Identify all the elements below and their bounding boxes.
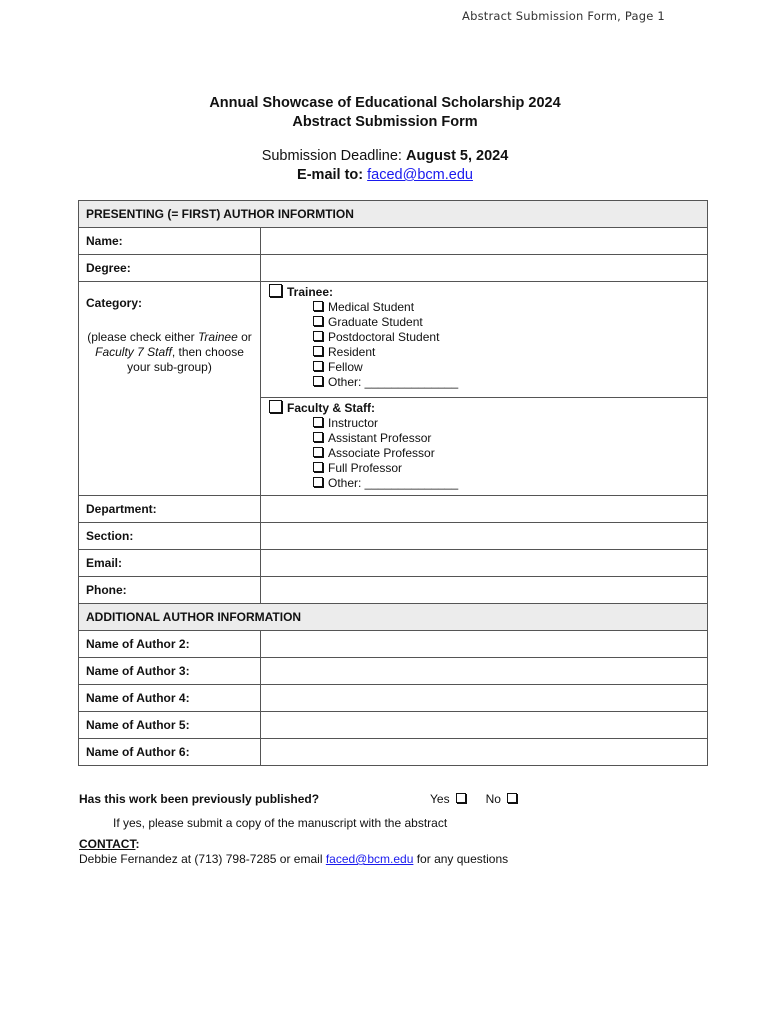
author-row [79, 712, 708, 739]
author-row [79, 685, 708, 712]
title-block [0, 94, 770, 132]
email-to [0, 166, 770, 185]
phone-label: Phone: [79, 577, 261, 604]
author-label: Name of Author 3: [79, 658, 261, 685]
name-field[interactable] [261, 228, 708, 255]
author-row [79, 739, 708, 766]
author-row [79, 658, 708, 685]
trainee-option[interactable]: Resident [269, 345, 699, 360]
yes-checkbox-icon[interactable] [456, 793, 466, 803]
deadline-date: August 5, 2024 [405, 148, 509, 164]
checkbox-icon[interactable] [313, 301, 323, 311]
checkbox-icon[interactable] [313, 376, 323, 386]
checkbox-icon[interactable] [313, 417, 323, 427]
faculty-option[interactable]: Full Professor [269, 461, 699, 476]
section-field[interactable] [261, 523, 708, 550]
category-label: Category: [86, 296, 143, 310]
event-title: Annual Showcase of Educational Scholarship 2024 [209, 95, 561, 111]
contact-heading: CONTACT: [79, 837, 140, 851]
checkbox-icon[interactable] [313, 462, 323, 472]
trainee-option[interactable]: Other: ______________ [269, 375, 699, 390]
faculty-option[interactable]: Instructor [269, 416, 699, 431]
page-header: Abstract Submission Form, Page 1 [462, 9, 665, 23]
trainee-option[interactable]: Graduate Student [269, 315, 699, 330]
author-name-field[interactable] [261, 685, 708, 712]
author-label: Name of Author 2: [79, 631, 261, 658]
degree-field[interactable] [261, 255, 708, 282]
trainee-checkbox[interactable]: Trainee: [269, 284, 699, 300]
faculty-option[interactable]: Assistant Professor [269, 431, 699, 446]
faculty-group [261, 398, 707, 495]
email-to-label: E-mail to: [297, 167, 364, 183]
department-field[interactable] [261, 496, 708, 523]
published-question: Has this work been previously published? [79, 792, 320, 806]
checkbox-icon[interactable] [313, 477, 323, 487]
faculty-checkbox[interactable]: Faculty & Staff: [269, 400, 699, 416]
author-info-table [78, 200, 708, 766]
name-label: Name: [79, 228, 261, 255]
author-name-field[interactable] [261, 739, 708, 766]
presenting-author-header: PRESENTING (= FIRST) AUTHOR INFORMTION [79, 201, 708, 228]
checkbox-icon[interactable] [313, 447, 323, 457]
checkbox-icon[interactable] [269, 284, 282, 297]
deadline-label: Submission Deadline: [261, 148, 402, 164]
author-label: Name of Author 5: [79, 712, 261, 739]
trainee-option[interactable]: Postdoctoral Student [269, 330, 699, 345]
section-label: Section: [79, 523, 261, 550]
department-label: Department: [79, 496, 261, 523]
author-name-field[interactable] [261, 658, 708, 685]
checkbox-icon[interactable] [313, 316, 323, 326]
no-checkbox-icon[interactable] [507, 793, 517, 803]
checkbox-icon[interactable] [313, 346, 323, 356]
no-option[interactable]: No [486, 792, 517, 806]
checkbox-icon[interactable] [313, 432, 323, 442]
trainee-group [261, 282, 707, 394]
published-question-row [79, 792, 719, 806]
email-field[interactable] [261, 550, 708, 577]
author-label: Name of Author 6: [79, 739, 261, 766]
checkbox-icon[interactable] [269, 400, 282, 413]
email-to-link[interactable]: faced@bcm.edu [367, 167, 473, 183]
submission-deadline [0, 147, 770, 166]
additional-author-header: ADDITIONAL AUTHOR INFORMATION [79, 604, 708, 631]
published-options [430, 792, 517, 806]
form-title: Abstract Submission Form [292, 114, 478, 130]
email-label: Email: [79, 550, 261, 577]
author-label: Name of Author 4: [79, 685, 261, 712]
yes-option[interactable]: Yes [430, 792, 466, 806]
checkbox-icon[interactable] [313, 361, 323, 371]
trainee-option[interactable]: Medical Student [269, 300, 699, 315]
checkbox-icon[interactable] [313, 331, 323, 341]
category-note: (please check either Trainee or Faculty 7 Staff, then choose your sub-group) [87, 330, 252, 374]
faculty-group-cell [261, 398, 708, 496]
published-note: If yes, please submit a copy of the manuscript with the abstract [113, 816, 448, 830]
author-row [79, 631, 708, 658]
faculty-option[interactable]: Other: ______________ [269, 476, 699, 491]
trainee-option[interactable]: Fellow [269, 360, 699, 375]
author-name-field[interactable] [261, 631, 708, 658]
contact-email-link[interactable]: faced@bcm.edu [325, 852, 414, 866]
degree-label: Degree: [79, 255, 261, 282]
author-name-field[interactable] [261, 712, 708, 739]
category-cell [79, 282, 261, 496]
faculty-option[interactable]: Associate Professor [269, 446, 699, 461]
trainee-group-cell [261, 282, 708, 398]
contact-info: Debbie Fernandez at (713) 798-7285 or email faced@bcm.edu for any questions [79, 852, 509, 866]
phone-field[interactable] [261, 577, 708, 604]
